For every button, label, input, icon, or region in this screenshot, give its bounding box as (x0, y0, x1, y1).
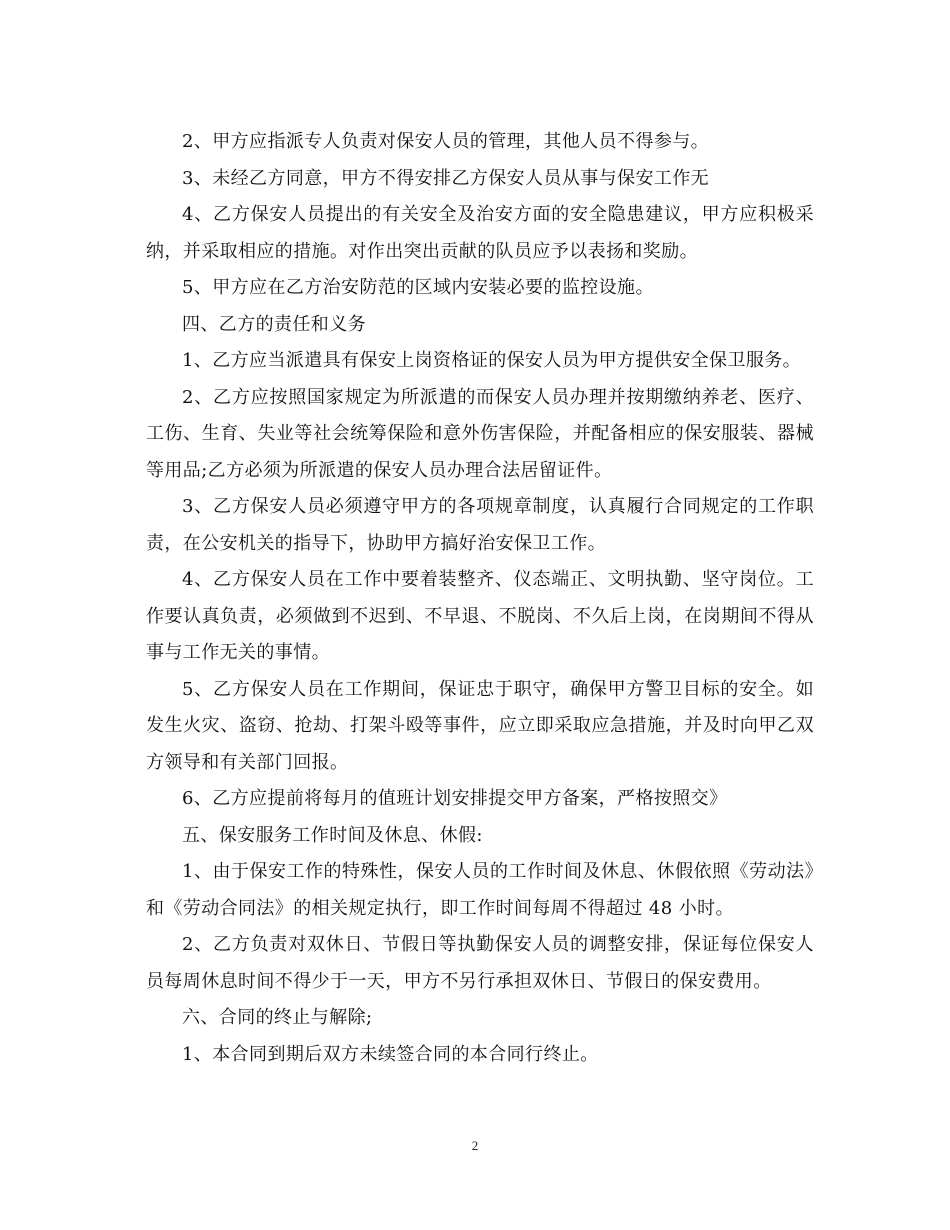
paragraph: 3、乙方保安人员必须遵守甲方的各项规章制度，认真履行合同规定的工作职责，在公安机关的指导下，协助甲方搞好治安保卫工作。 (146, 496, 814, 554)
paragraph: 3、未经乙方同意，甲方不得安排乙方保安人员从事与保安工作无 (182, 167, 710, 189)
paragraph: 6、乙方应提前将每月的值班计划安排提交甲方备案，严格按照交》 (182, 788, 728, 809)
section-heading: 五、保安服务工作时间及休息、休假: (182, 824, 483, 846)
section-heading: 六、合同的终止与解除; (182, 1007, 373, 1028)
page-number: 2 (471, 1138, 479, 1153)
paragraph: 1、乙方应当派遣具有保安上岗资格证的保安人员为甲方提供安全保卫服务。 (182, 350, 802, 371)
document-body (146, 124, 814, 1073)
paragraph: 2、甲方应指派专人负责对保安人员的管理，其他人员不得参与。 (182, 131, 710, 152)
paragraph: 4、乙方保安人员提出的有关安全及治安方面的安全隐患建议，甲方应积极采纳，并采取相应的措施。对作出突出贡献的队员应予以表扬和奖励。 (146, 204, 814, 262)
paragraph: 2、乙方应按照国家规定为所派遣的而保安人员办理并按期缴纳养老、医疗、工伤、生育、失业等社会统筹保险和意外伤害保险，并配备相应的保安服装、器械等用品;乙方必须为所派遣的保安人员办理合法居留证件。 (146, 386, 814, 481)
paragraph: 5、甲方应在乙方治安防范的区域内安装必要的监控设施。 (182, 277, 654, 298)
paragraph: 1、本合同到期后双方未续签合同的本合同行终止。 (182, 1043, 599, 1065)
paragraph: 5、乙方保安人员在工作期间，保证忠于职守，确保甲方警卫目标的安全。如发生火灾、盗窃、抢劫、打架斗殴等事件，应立即采取应急措施，并及时向甲乙双方领导和有关部门回报。 (146, 678, 814, 773)
paragraph: 4、乙方保安人员在工作中要着装整齐、仪态端正、文明执勤、坚守岗位。工作要认真负责，必须做到不迟到、不早退、不脱岗、不久后上岗，在岗期间不得从事与工作无关的事情。 (146, 569, 814, 663)
section-heading: 四、乙方的责任和义务 (182, 313, 366, 335)
paragraph: 1、由于保安工作的特殊性，保安人员的工作时间及休息、休假依照《劳动法》和《劳动合同法》的相关规定执行，即工作时间每周不得超过 48 小时。 (146, 861, 814, 919)
paragraph: 2、乙方负责对双休日、节假日等执勤保安人员的调整安排，保证每位保安人员每周休息时间不得少于一天，甲方不另行承担双休日、节假日的保安费用。 (146, 934, 814, 992)
